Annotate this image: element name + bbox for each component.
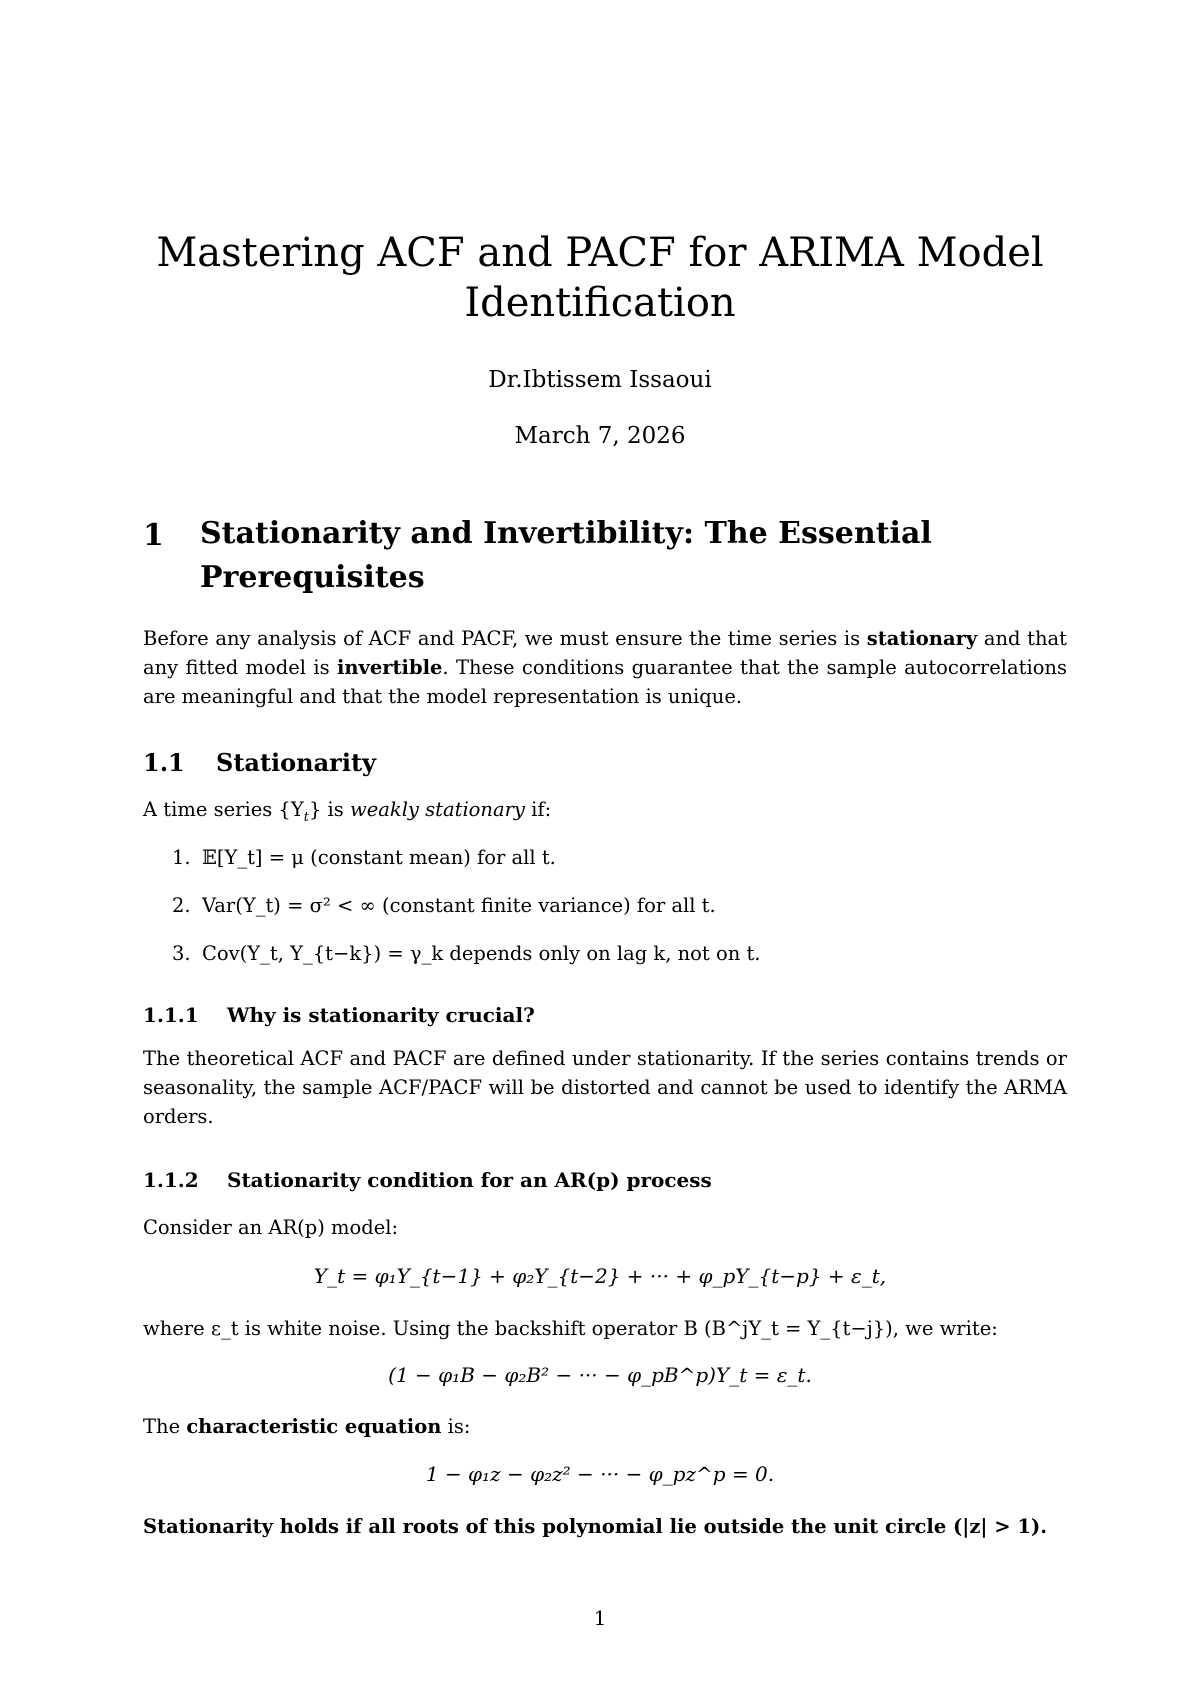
characteristic-equation-label: The characteristic equation is: xyxy=(143,1415,471,1438)
ar-model-intro: Consider an AR(p) model: xyxy=(143,1216,399,1239)
stationarity-conclusion: Stationarity holds if all roots of this polynomial lie outside the unit circle (|z| > 1). xyxy=(143,1515,1047,1538)
condition-item-1: 1. 𝔼[Y_t] = μ (constant mean) for all t. xyxy=(172,846,556,869)
section-1-title: Stationarity and Invertibility: The Essential Prerequisites xyxy=(200,516,932,595)
characteristic-equation: 1 − φ₁z − φ₂z² − ··· − φ_pz^p = 0. xyxy=(425,1462,775,1486)
stationarity-definition: A time series $\{Y_t\}$ is weakly stationary if: xyxy=(143,798,552,825)
section-1-intro: Before any analysis of ACF and PACF, we must ensure the time series is stationary and that any fitted model is invertible. These conditions guarantee that the sample autocorrelations are meaningful and that the model representation is unique. xyxy=(143,627,1068,708)
stationarity-crucial-text: The theoretical ACF and PACF are defined under stationarity. If the series contains trends or seasonality, the sample ACF/PACF will be distorted and cannot be used to identify the ARMA orders. xyxy=(143,1047,1067,1128)
section-1-number: 1 xyxy=(143,518,164,553)
ar-model-equation: Y_t = φ₁Y_{t−1} + φ₂Y_{t−2} + ··· + φ_pY_{t−p} + ε_t, xyxy=(313,1264,887,1288)
condition-item-2: 2. Var(Y_t) = σ² < ∞ (constant finite variance) for all t. xyxy=(172,894,716,917)
subsubsection-1-1-1-number: 1.1.1 xyxy=(143,1003,199,1027)
author-name: Dr.Ibtissem Issaoui xyxy=(488,367,712,393)
subsubsection-1-1-2-number: 1.1.2 xyxy=(143,1168,199,1192)
subsection-1-1-number: 1.1 xyxy=(143,748,185,777)
paper-title: Mastering ACF and PACF for ARIMA Model Identification xyxy=(156,230,1044,326)
backshift-text: where ε_t is white noise. Using the backshift operator B (B^jY_t = Y_{t−j}), we write: xyxy=(143,1317,998,1340)
subsubsection-1-1-2-title: Stationarity condition for an AR(p) process xyxy=(227,1168,712,1192)
backshift-equation: (1 − φ₁B − φ₂B² − ··· − φ_pB^p)Y_t = ε_t. xyxy=(388,1363,812,1387)
subsubsection-1-1-1-title: Why is stationarity crucial? xyxy=(227,1003,535,1027)
subsection-1-1-title: Stationarity xyxy=(216,748,376,777)
page-number: 1 xyxy=(593,1606,607,1630)
paper-date: March 7, 2026 xyxy=(514,423,686,449)
condition-item-3: 3. Cov(Y_t, Y_{t−k}) = γ_k depends only on lag k, not on t. xyxy=(172,942,761,965)
